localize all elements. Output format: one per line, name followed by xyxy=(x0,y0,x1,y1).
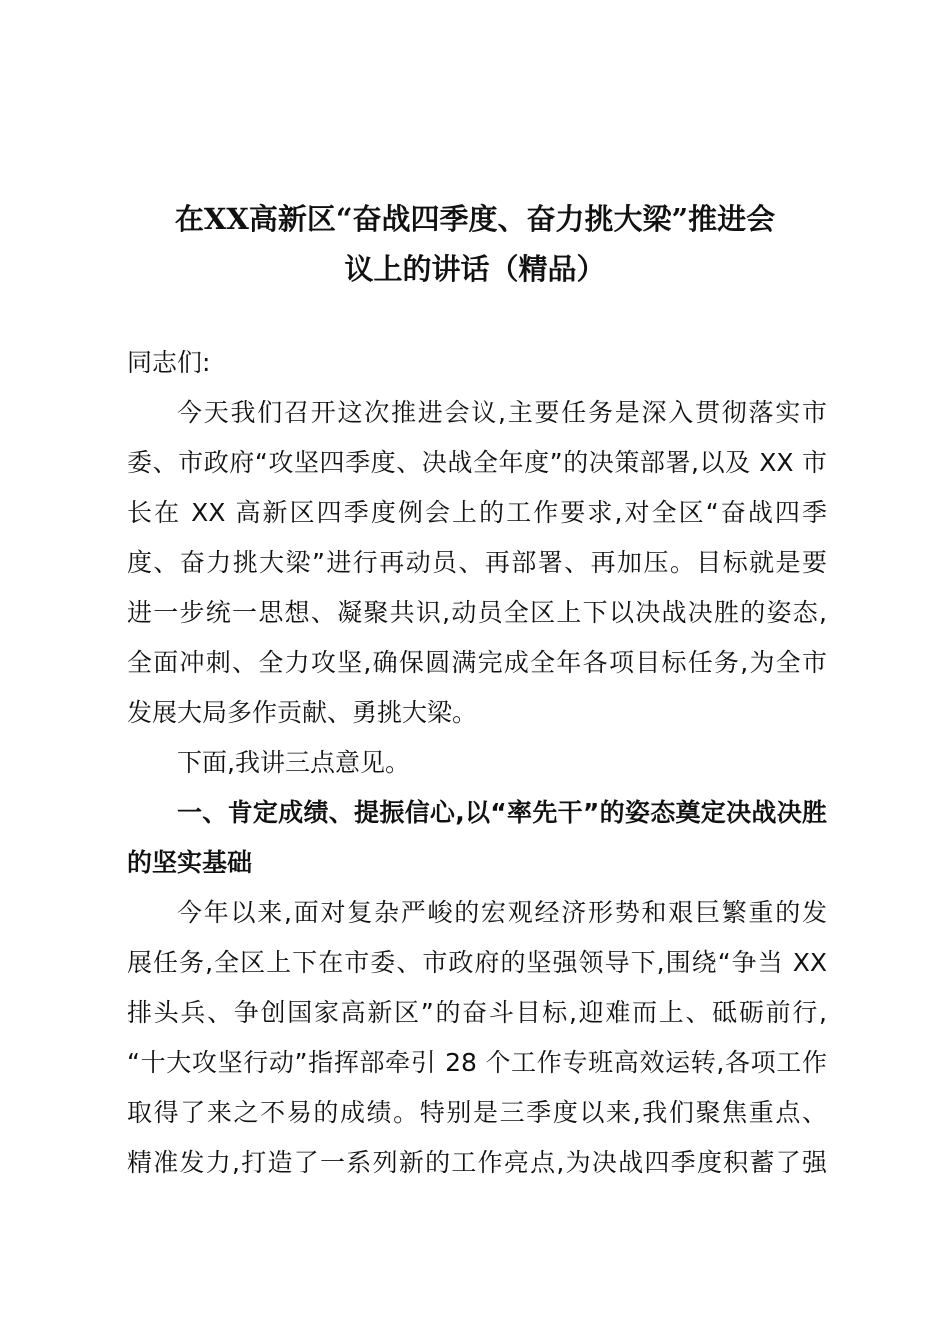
document-title-line-2: 议上的讲话（精品） xyxy=(344,252,606,286)
paragraph-3-line-6: 精准发力,打造了一系列新的工作亮点,为决战四季度积蓄了强 xyxy=(127,1148,827,1177)
paragraph-2-line-1: 下面,我讲三点意见。 xyxy=(177,748,410,777)
paragraph-1-line-7: 发展大局多作贡献、勇挑大梁。 xyxy=(127,698,478,727)
paragraph-3-line-3: 排头兵、争创国家高新区”的奋斗目标,迎难而上、砥砺前行, xyxy=(127,998,827,1027)
paragraph-3-line-4: “十大攻坚行动”指挥部牵引 28 个工作专班高效运转,各项工作 xyxy=(127,1048,827,1077)
document-title-line-1: 在XX高新区“奋战四季度、奋力挑大梁”推进会 xyxy=(174,202,776,236)
section-heading-1-line-1: 一、肯定成绩、提振信心,以“率先干”的姿态奠定决战决胜 xyxy=(177,798,827,827)
paragraph-3-line-1: 今年以来,面对复杂严峻的宏观经济形势和艰巨繁重的发 xyxy=(177,898,827,927)
paragraph-1-line-5: 进一步统一思想、凝聚共识,动员全区上下以决战决胜的姿态, xyxy=(127,598,827,627)
salutation: 同志们: xyxy=(127,348,211,377)
paragraph-3-line-2: 展任务,全区上下在市委、市政府的坚强领导下,围绕“争当 XX xyxy=(127,948,827,977)
paragraph-1-line-6: 全面冲刺、全力攻坚,确保圆满完成全年各项目标任务,为全市 xyxy=(127,648,827,677)
section-heading-1-line-2: 的坚实基础 xyxy=(127,848,253,877)
paragraph-1-line-3: 长在 XX 高新区四季度例会上的工作要求,对全区“奋战四季 xyxy=(127,498,827,527)
paragraph-3-line-5: 取得了来之不易的成绩。特别是三季度以来,我们聚焦重点、 xyxy=(127,1098,827,1127)
paragraph-1-line-4: 度、奋力挑大梁”进行再动员、再部署、再加压。目标就是要 xyxy=(127,548,827,577)
paragraph-1-line-1: 今天我们召开这次推进会议,主要任务是深入贯彻落实市 xyxy=(177,398,827,427)
paragraph-1-line-2: 委、市政府“攻坚四季度、决战全年度”的决策部署,以及 XX 市 xyxy=(127,448,827,477)
